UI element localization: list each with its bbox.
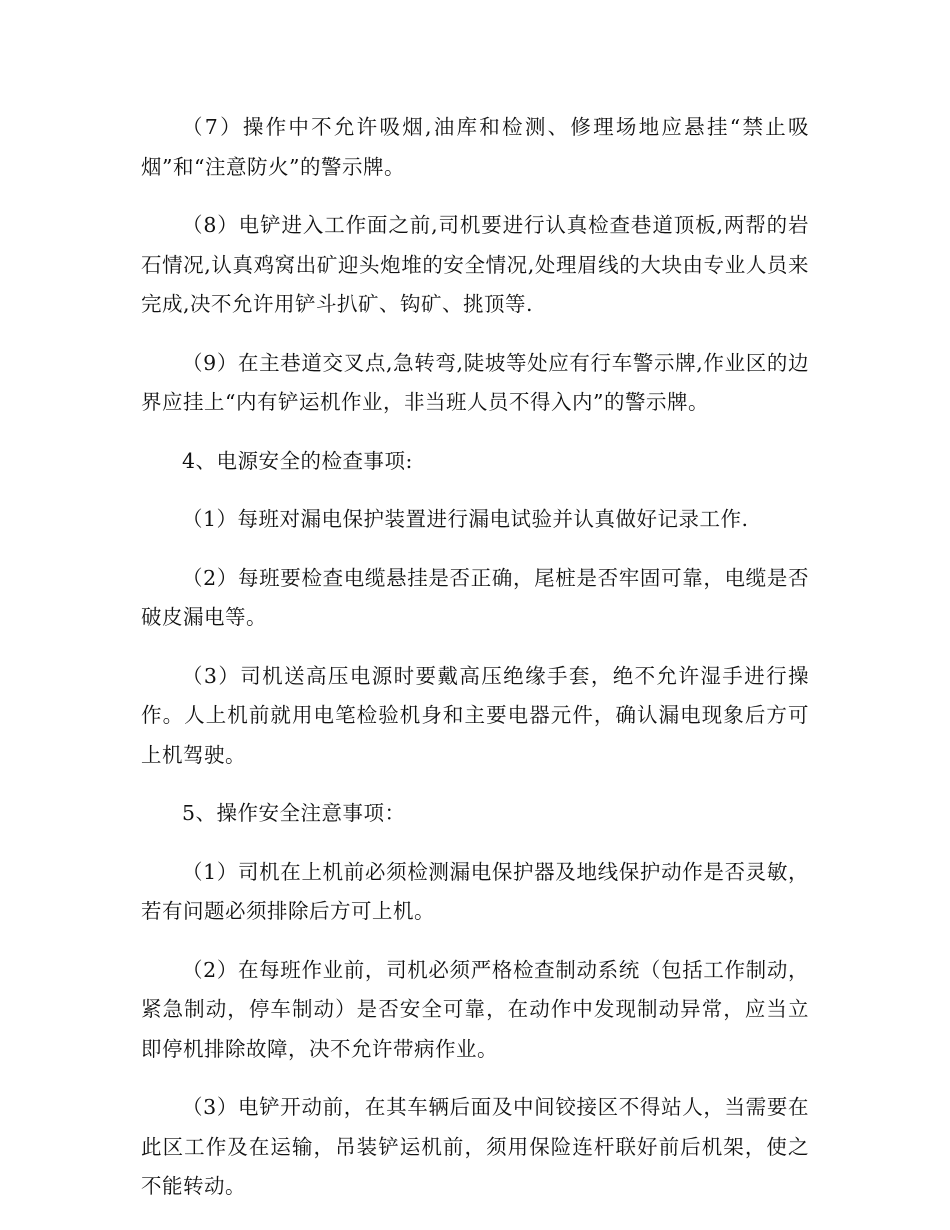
paragraph-item-7: （7）操作中不允许吸烟,油库和检测、修理场地应悬挂“禁止吸烟”和“注意防火”的警示牌。	[141, 115, 809, 179]
paragraph-item-8: （8）电铲进入工作面之前,司机要进行认真检查巷道顶板,两帮的岩石情况,认真鸡窝出矿迎头炮堆的安全情况,处理眉线的大块由专业人员来完成,决不允许用铲斗扒矿、钩矿、挑顶等.	[141, 213, 809, 316]
paragraph-item-9: （9）在主巷道交叉点,急转弯,陡坡等处应有行车警示牌,作业区的边界应挂上“内有铲运机作业，非当班人员不得入内”的警示牌。	[141, 350, 809, 414]
paragraph-item-4-2: （2）每班要检查电缆悬挂是否正确，尾桩是否牢固可靠，电缆是否破皮漏电等。	[141, 565, 809, 629]
paragraph-item-5-3: （3）电铲开动前，在其车辆后面及中间铰接区不得站人，当需要在此区工作及在运输，吊装铲运机前，须用保险连杆联好前后机架，使之不能转动。	[141, 1095, 809, 1198]
paragraph-item-4-3: （3）司机送高压电源时要戴高压绝缘手套，绝不允许湿手进行操作。人上机前就用电笔检验机身和主要电器元件，确认漏电现象后方可上机驾驶。	[141, 663, 809, 767]
section-heading-4: 4、电源安全的检查事项:	[182, 448, 413, 473]
document-body	[141, 108, 809, 1226]
paragraph-item-4-1: （1）每班对漏电保护装置进行漏电试验并认真做好记录工作.	[182, 507, 749, 531]
paragraph-item-5-1: （1）司机在上机前必须检测漏电保护器及地线保护动作是否灵敏，若有问题必须排除后方可上机。	[141, 859, 809, 923]
paragraph-item-5-2: （2）在每班作业前，司机必须严格检查制动系统（包括工作制动，紧急制动，停车制动）是否安全可靠，在动作中发现制动异常，应当立即停机排除故障，决不允许带病作业。	[141, 957, 809, 1061]
section-heading-5: 5、操作安全注意事项：	[182, 801, 406, 825]
